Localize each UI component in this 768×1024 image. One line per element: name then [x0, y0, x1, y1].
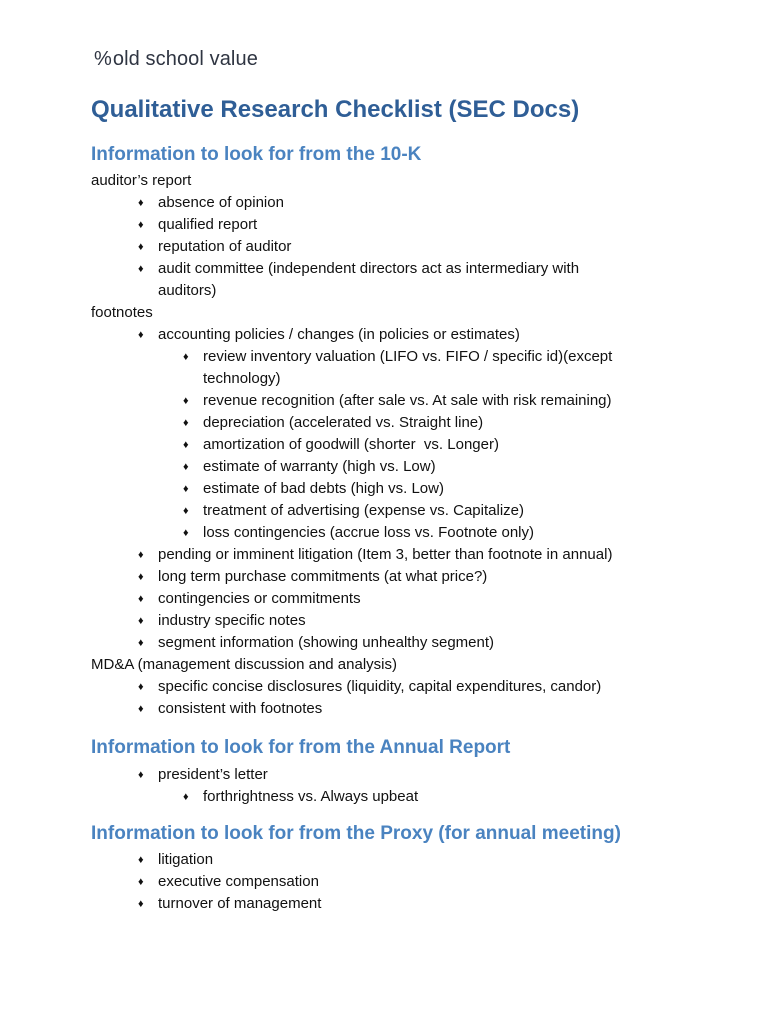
- list-item-continuation: auditors): [158, 282, 217, 299]
- sub-list-item: ♦ treatment of advertising (expense vs. Capitalize): [183, 500, 524, 522]
- list-item: ♦ litigation: [138, 849, 213, 871]
- diamond-bullet-icon: ♦: [138, 263, 144, 275]
- diamond-bullet-icon: ♦: [138, 571, 144, 583]
- diamond-bullet-icon: ♦: [138, 637, 144, 649]
- diamond-bullet-icon: ♦: [183, 461, 189, 473]
- list-item: ♦ reputation of auditor: [138, 236, 291, 258]
- diamond-bullet-icon: ♦: [138, 219, 144, 231]
- diamond-bullet-icon: ♦: [183, 483, 189, 495]
- logo-percent-mark: %: [94, 48, 112, 70]
- list-item: ♦ qualified report: [138, 214, 257, 236]
- sub-list-item: ♦ estimate of bad debts (high vs. Low): [183, 478, 444, 500]
- diamond-bullet-icon: ♦: [138, 549, 144, 561]
- list-item: ♦ turnover of management: [138, 893, 321, 915]
- old-school-value-logo: [94, 48, 258, 71]
- diamond-bullet-icon: ♦: [138, 329, 144, 341]
- label-mda: MD&A (management discussion and analysis): [91, 656, 397, 673]
- label-footnotes: footnotes: [91, 304, 153, 321]
- diamond-bullet-icon: ♦: [138, 769, 144, 781]
- diamond-bullet-icon: ♦: [183, 439, 189, 451]
- diamond-bullet-icon: ♦: [138, 854, 144, 866]
- sub-list-item: ♦ review inventory valuation (LIFO vs. FIFO / specific id)(except: [183, 346, 612, 368]
- sub-list-item: ♦ estimate of warranty (high vs. Low): [183, 456, 436, 478]
- diamond-bullet-icon: ♦: [138, 593, 144, 605]
- diamond-bullet-icon: ♦: [183, 417, 189, 429]
- sub-list-item: ♦ loss contingencies (accrue loss vs. Footnote only): [183, 522, 534, 544]
- diamond-bullet-icon: ♦: [183, 351, 189, 363]
- diamond-bullet-icon: ♦: [183, 527, 189, 539]
- list-item: ♦ president’s letter: [138, 764, 268, 786]
- list-item: ♦ long term purchase commitments (at what price?): [138, 566, 487, 588]
- diamond-bullet-icon: ♦: [138, 681, 144, 693]
- diamond-bullet-icon: ♦: [183, 395, 189, 407]
- list-item: ♦ absence of opinion: [138, 192, 284, 214]
- diamond-bullet-icon: ♦: [138, 876, 144, 888]
- diamond-bullet-icon: ♦: [138, 197, 144, 209]
- page-title: Qualitative Research Checklist (SEC Docs): [91, 96, 580, 123]
- list-item: ♦ consistent with footnotes: [138, 698, 322, 720]
- diamond-bullet-icon: ♦: [138, 241, 144, 253]
- label-auditors-report: auditor’s report: [91, 172, 192, 189]
- heading-proxy: Information to look for from the Proxy (for annual meeting): [91, 823, 621, 844]
- diamond-bullet-icon: ♦: [183, 791, 189, 803]
- sub-list-item-continuation: technology): [203, 370, 281, 387]
- list-item: ♦ audit committee (independent directors act as intermediary with: [138, 258, 579, 280]
- list-item: ♦ specific concise disclosures (liquidity, capital expenditures, candor): [138, 676, 601, 698]
- diamond-bullet-icon: ♦: [138, 615, 144, 627]
- sub-list-item: ♦ amortization of goodwill (shorter vs. Longer): [183, 434, 499, 456]
- list-item: ♦ segment information (showing unhealthy segment): [138, 632, 494, 654]
- sub-list-item: ♦ revenue recognition (after sale vs. At sale with risk remaining): [183, 390, 612, 412]
- list-item: ♦ executive compensation: [138, 871, 319, 893]
- diamond-bullet-icon: ♦: [183, 505, 189, 517]
- diamond-bullet-icon: ♦: [138, 898, 144, 910]
- list-item: ♦ pending or imminent litigation (Item 3, better than footnote in annual): [138, 544, 612, 566]
- heading-annual-report: Information to look for from the Annual Report: [91, 737, 511, 758]
- list-item: ♦ contingencies or commitments: [138, 588, 361, 610]
- list-item: ♦ accounting policies / changes (in policies or estimates): [138, 324, 520, 346]
- logo-text: old school value: [112, 48, 258, 70]
- list-item: ♦ industry specific notes: [138, 610, 306, 632]
- heading-10k: Information to look for from the 10-K: [91, 144, 422, 165]
- diamond-bullet-icon: ♦: [138, 703, 144, 715]
- sub-list-item: ♦ depreciation (accelerated vs. Straight line): [183, 412, 483, 434]
- sub-list-item: ♦ forthrightness vs. Always upbeat: [183, 786, 418, 808]
